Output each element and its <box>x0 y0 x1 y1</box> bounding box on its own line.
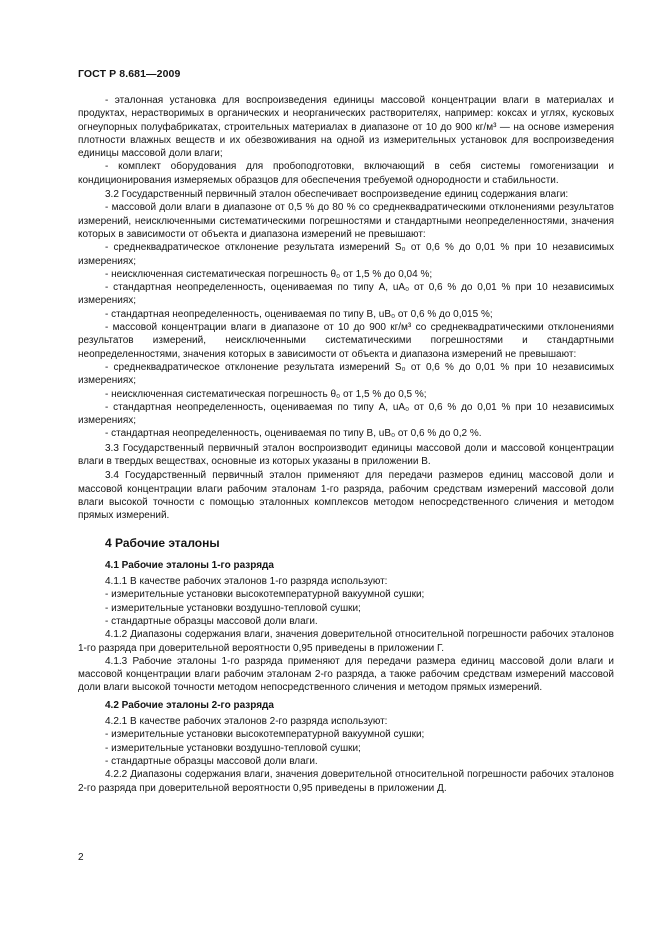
section-heading: 4 Рабочие эталоны <box>105 535 220 550</box>
paragraph: 4.1.1 В качестве рабочих эталонов 1-го разряда используют: <box>105 576 388 588</box>
page-number: 2 <box>78 852 84 863</box>
paragraph: 3.3 Государственный первичный эталон воспроизводит единицы массовой доли и массовой концентрации влаги в твердых веществах, основные из которых указаны в приложении В. <box>78 442 614 468</box>
paragraph: - стандартная неопределенность, оцениваемая по типу А, uA₀ от 0,6 % до 0,01 % при 10 независимых измерениях; <box>78 401 614 427</box>
document-body <box>78 94 614 795</box>
paragraph: - неисключенная систематическая погрешность θ₀ от 1,5 % до 0,5 %; <box>105 388 427 400</box>
paragraph: 3.2 Государственный первичный эталон обеспечивает воспроизведение единиц содержания влаги: <box>105 189 569 201</box>
paragraph: - стандартная неопределенность, оцениваемая по типу В, uB₀ от 0,6 % до 0,2 %. <box>105 428 482 440</box>
subsection-heading: 4.2 Рабочие эталоны 2-го разряда <box>105 699 274 711</box>
paragraph: 4.2.2 Диапазоны содержания влаги, значения доверительной относительной погрешности рабочих эталонов 2-го разряда при доверительной вероятности 0,95 приведены в приложении Д. <box>78 769 614 794</box>
paragraph: - стандартная неопределенность, оцениваемая по типу В, uB₀ от 0,6 % до 0,015 %; <box>105 308 493 320</box>
paragraph: - среднеквадратическое отклонение результата измерений S₀ от 0,6 % до 0,01 % при 10 независимых измерениях; <box>78 242 614 267</box>
paragraph: - среднеквадратическое отклонение результата измерений S₀ от 0,6 % до 0,01 % при 10 независимых измерениях; <box>78 361 614 387</box>
paragraph: - массовой концентрации влаги в диапазоне от 10 до 900 кг/м³ со среднеквадратическими отклонениями результатов измерений, неисключенными систематическими погрешностями и стандартными неопределенностями, значения которых в зависимости от объекта и диапазона измерений не превышают: <box>78 322 614 360</box>
paragraph: - эталонная установка для воспроизведения единицы массовой концентрации влаги в материалах и продуктах, нерастворимых в органических и неорганических растворителях, например: коксах и углях, кусковых огнеупорных полуфабрикатах, строительных материалах в диапазоне от 10 до 900 кг/м³ — на основе измерения плотности влажных веществ и их обезвоживания на одной из измерительных установок для воспроизведения единицы массовой доли влаги; <box>78 95 614 160</box>
subsection-heading: 4.1 Рабочие эталоны 1-го разряда <box>105 559 274 571</box>
paragraph: - массовой доли влаги в диапазоне от 0,5 % до 80 % со среднеквадратическими отклонениями результатов измерений, неисключенными систематическими погрешностями и стандартными неопределенностями, значения которых в зависимости от объекта и диапазона измерений не превышают: <box>78 202 614 240</box>
paragraph: - комплект оборудования для пробоподготовки, включающий в себя системы гомогенизации и кондиционирования измеряемых образцов для обеспечения требуемой однородности и стабильности. <box>78 161 614 186</box>
list-item: - стандартные образцы массовой доли влаги. <box>105 615 318 627</box>
list-item: - измерительные установки высокотемпературной вакуумной сушки; <box>105 589 425 601</box>
list-item: - измерительные установки высокотемпературной вакуумной сушки; <box>105 729 425 741</box>
list-item: - измерительные установки воздушно-тепловой сушки; <box>105 742 361 754</box>
paragraph: 4.2.1 В качестве рабочих эталонов 2-го разряда используют: <box>105 716 388 728</box>
paragraph: - стандартная неопределенность, оцениваемая по типу А, uA₀ от 0,6 % до 0,01 % при 10 независимых измерениях; <box>78 282 614 307</box>
paragraph: - неисключенная систематическая погрешность θ₀ от 1,5 % до 0,04 %; <box>105 268 433 280</box>
document-header: ГОСТ Р 8.681—2009 <box>78 68 181 80</box>
paragraph: 4.1.3 Рабочие эталоны 1-го разряда применяют для передачи размера единиц массовой доли влаги и массовой концентрации влаги рабочим эталонам 2-го разряда, а также рабочим средствам измерений массовой доли влаги высокой точности методом непосредственного сличения и методом прямых измерений. <box>78 655 614 694</box>
list-item: - измерительные установки воздушно-тепловой сушки; <box>105 602 361 614</box>
paragraph: 4.1.2 Диапазоны содержания влаги, значения доверительной относительной погрешности рабочих эталонов 1-го разряда при доверительной вероятности 0,95 приведены в приложении Г. <box>78 629 614 654</box>
paragraph: 3.4 Государственный первичный эталон применяют для передачи размеров единиц массовой доли и массовой концентрации влаги рабочим эталонам 1-го разряда, рабочим средствам измерений массовой доли влаги высокой точности с помощью эталонных комплексов методом непосредственного сличения и методом прямых измерений. <box>78 470 614 522</box>
list-item: - стандартные образцы массовой доли влаги. <box>105 755 318 767</box>
